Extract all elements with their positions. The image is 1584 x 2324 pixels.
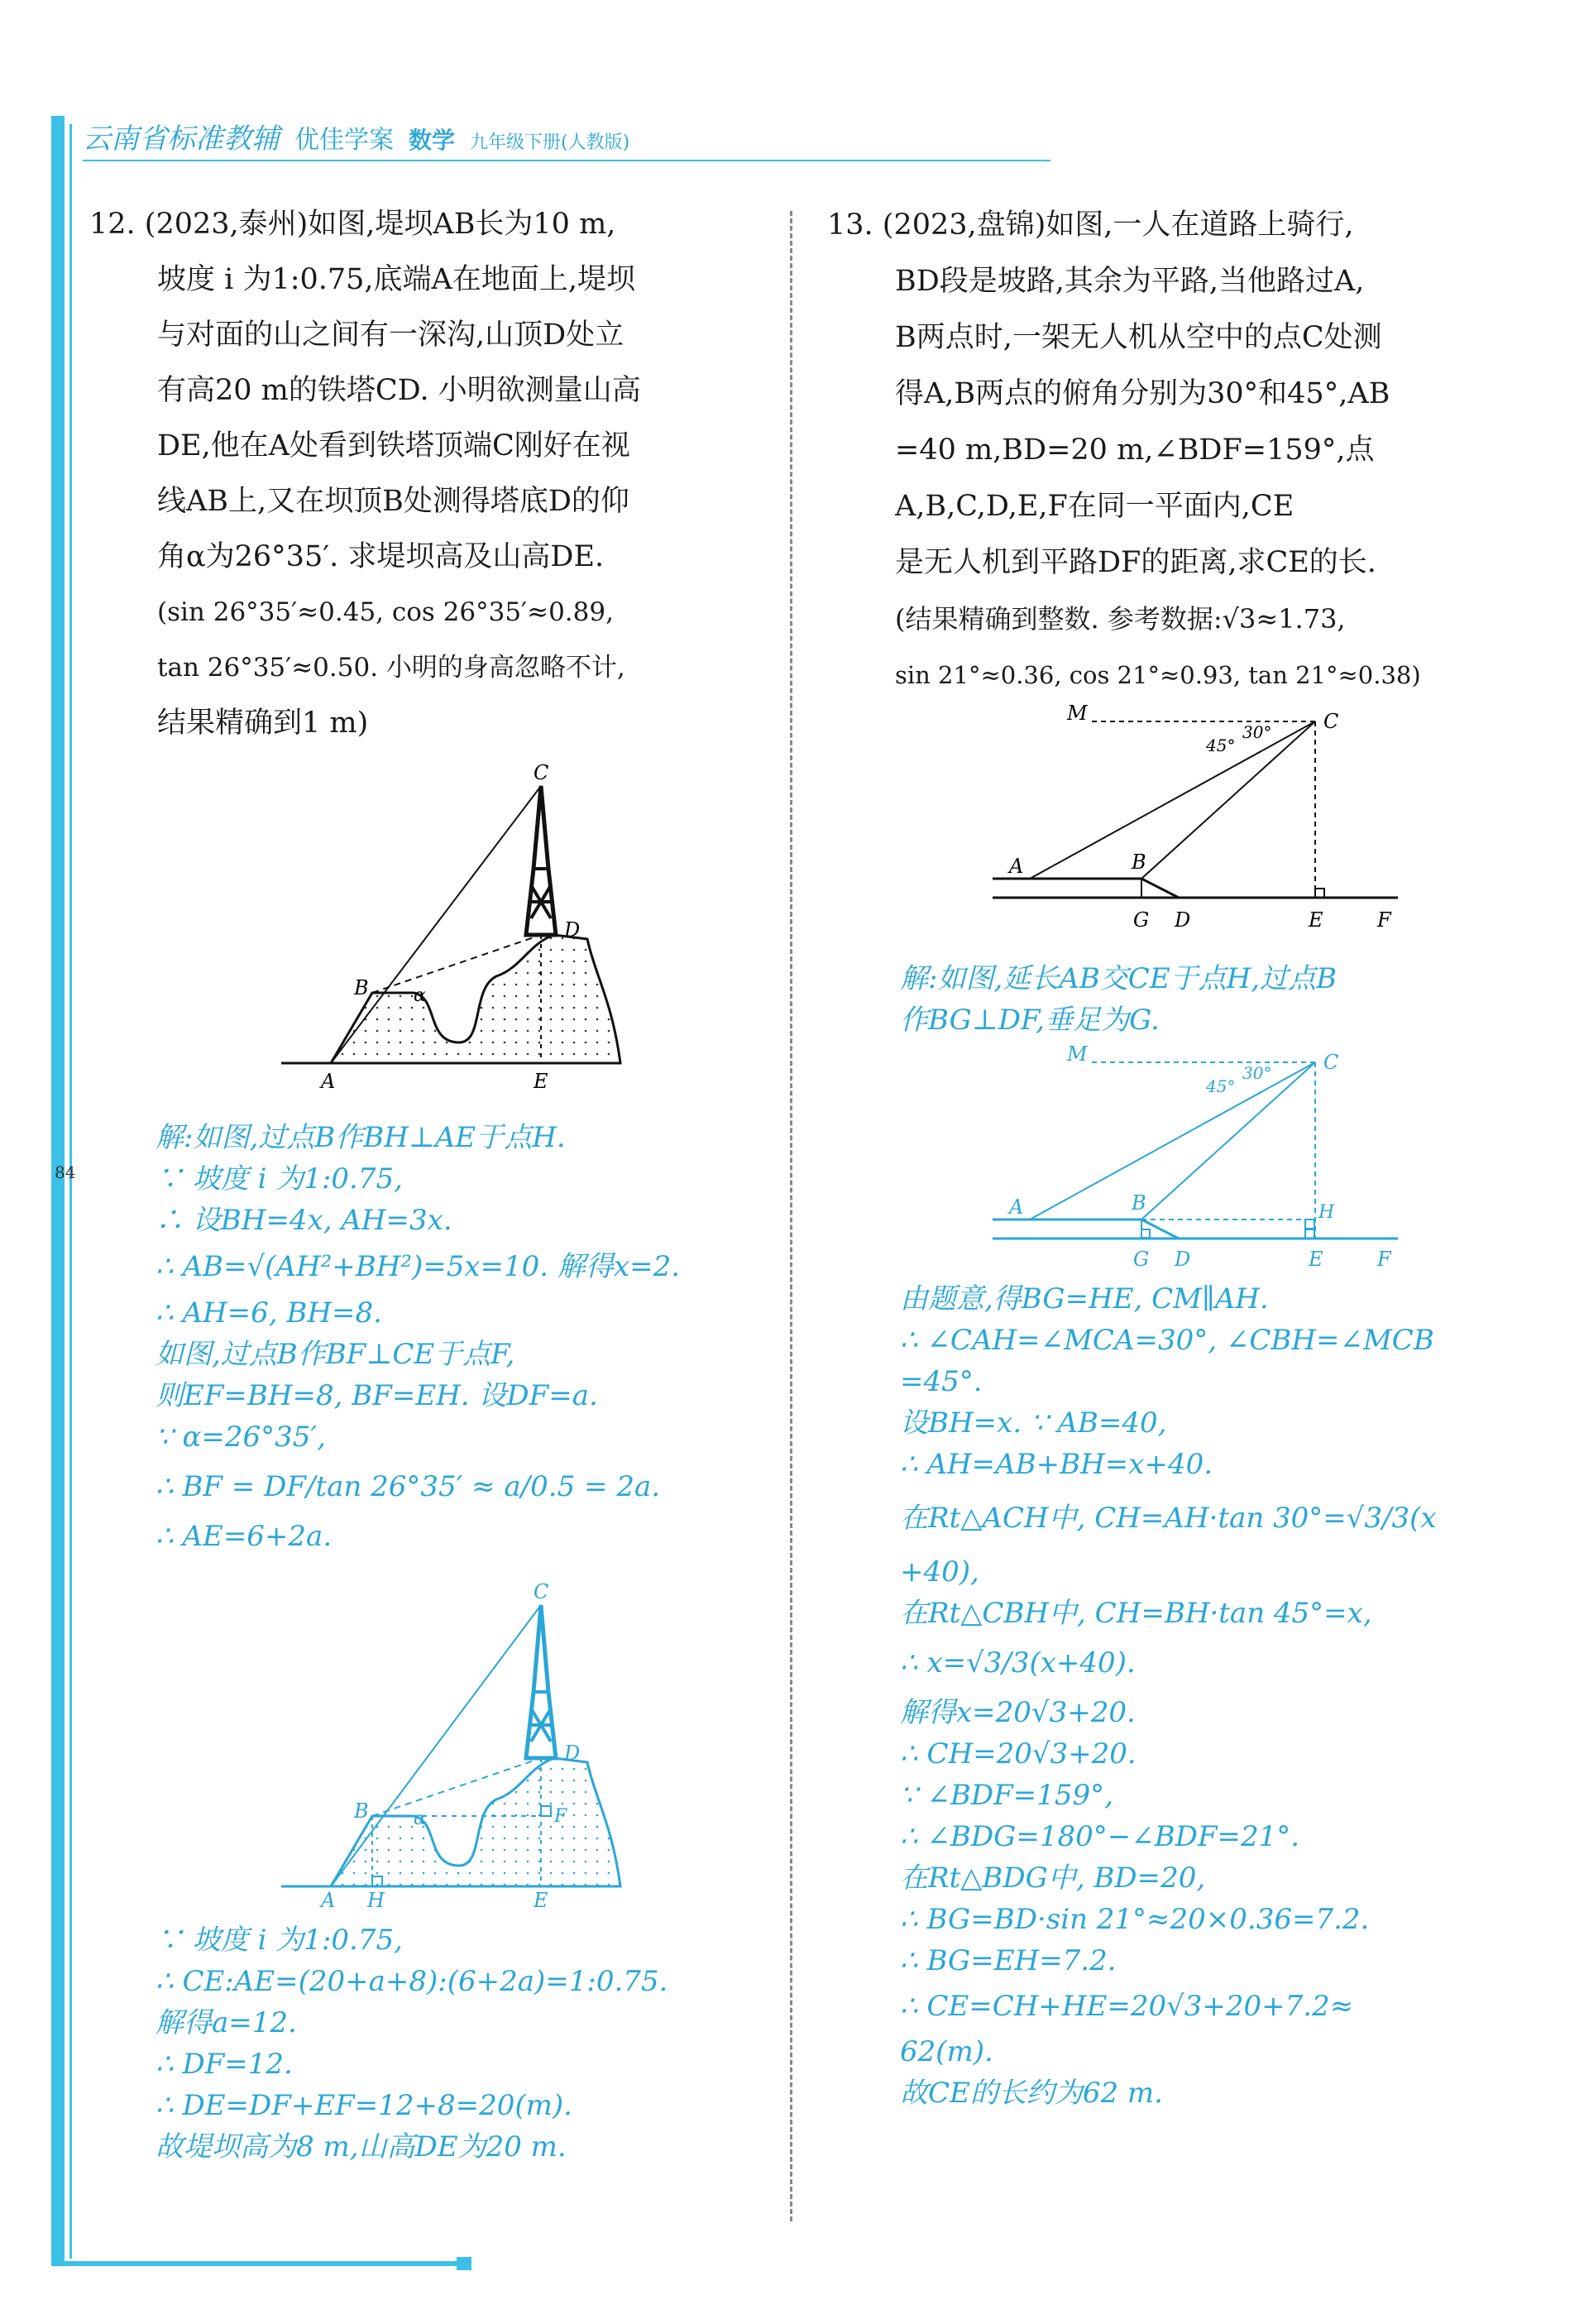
book-title: 优佳学案 xyxy=(294,126,394,155)
label-b: B xyxy=(354,1799,369,1823)
line-ac xyxy=(1030,721,1315,879)
label-m: M xyxy=(1067,1044,1088,1066)
label-45: 45° xyxy=(1206,736,1236,755)
solution-line: ∴ ∠CAH=∠MCA=30°, ∠CBH=∠MCB xyxy=(900,1324,1434,1357)
label-h: H xyxy=(367,1889,385,1911)
solution-line: ∴ BG=BD·sin 21°≈20×0.36=7.2. xyxy=(900,1903,1370,1936)
q13-statement xyxy=(827,197,1514,703)
tower-cd xyxy=(526,1605,556,1758)
solution-line: ∴ AH=6, BH=8. xyxy=(156,1296,382,1330)
label-c: C xyxy=(1323,1051,1339,1074)
q13-solution-figure xyxy=(984,1044,1414,1284)
q12-figure xyxy=(281,761,629,1092)
q13-figure xyxy=(984,703,1414,951)
bottom-margin-square xyxy=(457,2257,471,2270)
label-45: 45° xyxy=(1206,1076,1236,1096)
label-a: A xyxy=(1009,1196,1024,1219)
page-header xyxy=(83,116,629,157)
label-alpha: α xyxy=(414,1809,426,1829)
label-d: D xyxy=(1175,1248,1191,1271)
label-f: F xyxy=(1377,1248,1391,1271)
q12-line: DE,他在A处看到铁塔顶端C刚好在视 xyxy=(157,429,630,462)
label-alpha: α xyxy=(414,985,426,1006)
label-d: D xyxy=(564,918,581,942)
label-b: B xyxy=(1132,851,1146,874)
label-e: E xyxy=(1309,908,1323,932)
grade-label: 九年级下册(人教版) xyxy=(470,132,630,153)
q12-line: tan 26°35′≈0.50. 小明的身高忽略不计, xyxy=(157,653,625,683)
series-title: 云南省标准教辅 xyxy=(83,122,280,156)
solution-line: =45°. xyxy=(900,1365,983,1398)
solution-line: +40), xyxy=(900,1555,979,1588)
solution-line: 解得a=12. xyxy=(156,2006,297,2039)
q13-line: 13. (2023,盘锦)如图,一人在道路上骑行, xyxy=(827,208,1354,242)
solution-line: 设BH=x. ∵ AB=40, xyxy=(900,1406,1167,1440)
label-c: C xyxy=(1323,710,1339,733)
label-e: E xyxy=(1309,1248,1323,1271)
solution-line: 如图,过点B作BF⊥CE于点F, xyxy=(156,1338,515,1371)
left-margin-bar xyxy=(51,116,65,2263)
q12-solution-part2 xyxy=(156,1919,668,2168)
solution-line: ∵ α=26°35′, xyxy=(156,1421,326,1454)
label-g: G xyxy=(1133,908,1150,932)
q12-line: 与对面的山之间有一深沟,山顶D处立 xyxy=(157,319,625,352)
column-divider xyxy=(790,211,792,2221)
label-e: E xyxy=(534,1070,548,1092)
solution-line: 由题意,得BG=HE, CM∥AH. xyxy=(900,1282,1269,1315)
label-30: 30° xyxy=(1242,722,1272,742)
q12-line: 有高20 m的铁塔CD. 小明欲测量山高 xyxy=(157,374,641,407)
q13-line: B两点时,一架无人机从空中的点C处测 xyxy=(895,321,1382,354)
label-m: M xyxy=(1067,703,1088,725)
dam-and-mountain xyxy=(331,935,620,1063)
solution-line: ∴ AE=6+2a. xyxy=(156,1520,333,1553)
q13-line: 是无人机到平路DF的距离,求CE的长. xyxy=(895,546,1376,579)
q13-line: (结果精确到整数. 参考数据:√3≈1.73, xyxy=(895,603,1346,635)
solution-line: 62(m). xyxy=(900,2035,993,2068)
solution-line: ∴ DE=DF+EF=12+8=20(m). xyxy=(156,2089,572,2122)
solution-line: ∴ CH=20√3+20. xyxy=(900,1737,1137,1771)
slope-bd xyxy=(1141,879,1179,898)
solution-line: ∴ 设BH=4x, AH=3x. xyxy=(156,1204,452,1237)
label-a: A xyxy=(321,1889,336,1911)
q12-line: 线AB上,又在坝顶B处测得塔底D的仰 xyxy=(157,485,629,518)
solution-line: 故CE的长约为62 m. xyxy=(900,2077,1163,2110)
q13-line: 得A,B两点的俯角分别为30°和45°,AB xyxy=(895,377,1390,410)
q12-solution-part1 xyxy=(156,1117,680,1557)
solution-line: ∴ x=√3/3(x+40). xyxy=(900,1646,1136,1680)
bottom-margin-bar xyxy=(51,2261,465,2266)
solution-line: ∴ BG=EH=7.2. xyxy=(900,1944,1117,1977)
solution-line: ∵ ∠BDF=159°, xyxy=(900,1779,1113,1812)
label-b: B xyxy=(354,976,369,999)
label-d: D xyxy=(564,1742,581,1765)
q12-line: (sin 26°35′≈0.45, cos 26°35′≈0.89, xyxy=(157,597,614,627)
q12-solution-figure xyxy=(281,1580,629,1911)
q13-line: A,B,C,D,E,F在同一平面内,CE xyxy=(895,490,1294,523)
solution-line: ∴ CE=CH+HE=20√3+20+7.2≈ xyxy=(900,1990,1354,2023)
solution-line: 在Rt△ACH中, CH=AH·tan 30°=√3/3(x xyxy=(900,1502,1437,1535)
tower-cd xyxy=(526,786,556,935)
solution-line: 在Rt△CBH中, CH=BH·tan 45°=x, xyxy=(900,1597,1372,1630)
solution-line: 解得x=20√3+20. xyxy=(900,1696,1136,1729)
q12-line: 坡度 i 为1:0.75,底端A在地面上,堤坝 xyxy=(157,263,635,296)
q12-line: 角α为26°35′. 求堤坝高及山高DE. xyxy=(157,540,605,573)
page-number: 84 xyxy=(55,1162,76,1182)
label-e: E xyxy=(534,1889,548,1911)
q12-statement xyxy=(89,197,768,751)
q13-solution-part1 xyxy=(900,958,1337,1041)
label-b: B xyxy=(1132,1191,1146,1215)
header-rule xyxy=(83,160,1050,161)
solution-line: ∴ BF = DF/tan 26°35′ ≈ a/0.5 = 2a. xyxy=(156,1470,661,1503)
left-margin-rule xyxy=(69,124,72,2259)
q13-solution-part2 xyxy=(900,1278,1437,2114)
q13-line: sin 21°≈0.36, cos 21°≈0.93, tan 21°≈0.38) xyxy=(895,661,1421,689)
solution-line: 解:如图,过点B作BH⊥AE于点H. xyxy=(156,1121,566,1154)
q13-line: =40 m,BD=20 m,∠BDF=159°,点 xyxy=(895,434,1375,467)
solution-line: 解:如图,延长AB交CE于点H,过点B xyxy=(900,962,1338,995)
solution-line: 在Rt△BDG中, BD=20, xyxy=(900,1862,1206,1895)
right-angle-h xyxy=(1305,1220,1314,1229)
subject-label: 数学 xyxy=(409,127,456,154)
label-f: F xyxy=(1377,908,1391,932)
label-d: D xyxy=(1175,908,1191,932)
solution-line: 作BG⊥DF,垂足为G. xyxy=(900,1004,1160,1037)
line-ac xyxy=(1030,1062,1315,1220)
solution-line: ∵ 坡度 i 为1:0.75, xyxy=(156,1924,403,1957)
solution-line: ∵ 坡度 i 为1:0.75, xyxy=(156,1162,403,1196)
solution-line: 则EF=BH=8, BF=EH. 设DF=a. xyxy=(156,1379,598,1412)
right-angle-e xyxy=(1315,889,1324,898)
solution-line: ∴ DF=12. xyxy=(156,2048,293,2081)
label-c: C xyxy=(534,761,549,784)
q12-line: 结果精确到1 m) xyxy=(157,707,369,740)
label-a: A xyxy=(321,1070,336,1092)
solution-line: 故堤坝高为8 m,山高DE为20 m. xyxy=(156,2130,567,2163)
label-c: C xyxy=(534,1580,549,1603)
solution-line: ∴ AH=AB+BH=x+40. xyxy=(900,1448,1213,1481)
label-f: F xyxy=(554,1806,567,1827)
right-angle-e xyxy=(1305,1229,1314,1239)
label-a: A xyxy=(1009,855,1024,878)
q12-line: 12. (2023,泰州)如图,堤坝AB长为10 m, xyxy=(89,208,616,241)
solution-line: ∴ ∠BDG=180°−∠BDF=21°. xyxy=(900,1820,1300,1853)
label-30: 30° xyxy=(1242,1063,1272,1083)
label-h: H xyxy=(1318,1202,1335,1223)
solution-line: ∴ AB=√(AH²+BH²)=5x=10. 解得x=2. xyxy=(156,1250,681,1283)
right-angle-g xyxy=(1141,1229,1150,1238)
solution-line: ∴ CE:AE=(20+a+8):(6+2a)=1:0.75. xyxy=(156,1965,668,1998)
q13-line: BD段是坡路,其余为平路,当他路过A, xyxy=(895,265,1365,298)
label-g: G xyxy=(1133,1248,1150,1271)
dam-and-mountain xyxy=(331,1758,620,1886)
